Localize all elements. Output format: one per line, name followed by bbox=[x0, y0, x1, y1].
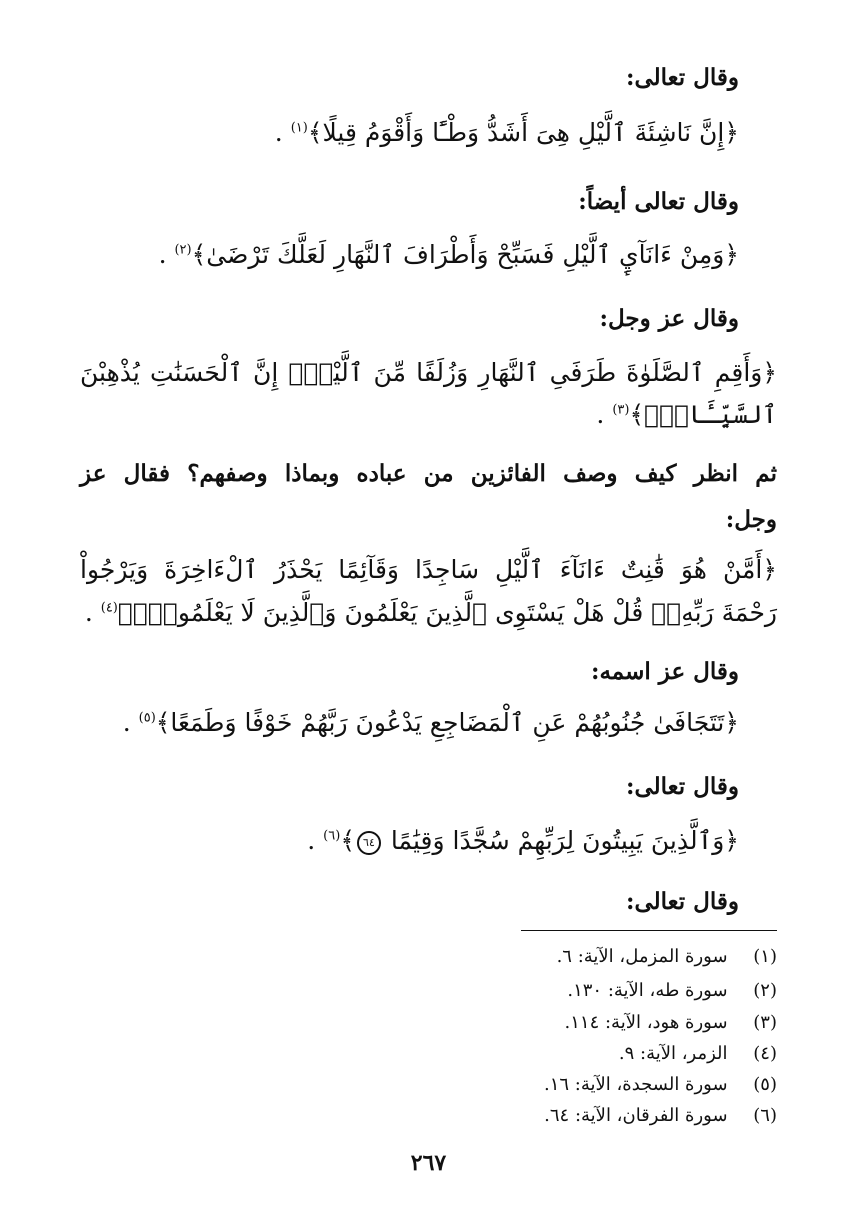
intro-line: وقال تعالى: bbox=[625, 773, 739, 800]
period: . bbox=[307, 826, 316, 855]
period: . bbox=[274, 118, 283, 147]
footnote-number: (٦) bbox=[753, 1105, 777, 1126]
period: . bbox=[122, 708, 131, 737]
footnote-number: (١) bbox=[753, 946, 777, 967]
quran-verse-line: ﴿أَمَّنْ هُوَ قَٰنِتٌ ءَانَآءَ ٱلَّيْلِ سَاجِدًا وَقَآئِمًا يَحْذَرُ ٱلْءَاخِرَةَ وَيَرْجُواْ bbox=[80, 555, 777, 584]
verse-text: ﴿وَمِنْ ءَانَآيِٕ ٱلَّيْلِ فَسَبِّحْ وَأَطْرَافَ ٱلنَّهَارِ لَعَلَّكَ تَرْضَىٰ﴾ bbox=[191, 240, 739, 269]
footnote-text: سورة هود، الآية: ١١٤. bbox=[564, 1012, 728, 1033]
footnote-ref: (١) bbox=[290, 120, 308, 136]
period: . bbox=[158, 240, 167, 269]
footnote bbox=[567, 980, 777, 1001]
page-number: ٢٦٧ bbox=[410, 1150, 447, 1176]
paragraph-line: ثم انظر كيف وصف الفائزين من عباده وبماذا وصفهم؟ فقال عز bbox=[80, 460, 777, 487]
footnote-text: سورة السجدة، الآية: ١٦. bbox=[543, 1074, 728, 1095]
intro-line: وقال عز اسمه: bbox=[590, 658, 739, 685]
quran-verse bbox=[159, 240, 739, 269]
footnote-text: سورة الفرقان، الآية: ٦٤. bbox=[544, 1105, 728, 1126]
verse-text: ٱلسَّيِّـَٔاتِۚ﴾ bbox=[629, 400, 777, 429]
quran-verse bbox=[307, 826, 739, 855]
verse-text: ﴿تَتَجَافَىٰ جُنُوبُهُمْ عَنِ ٱلْمَضَاجِعِ يَدْعُونَ رَبَّهُمْ خَوْفًا وَطَمَعًا﴾ bbox=[155, 708, 739, 737]
ayah-number-mark: ٦٤ bbox=[357, 831, 381, 855]
quran-verse bbox=[123, 708, 739, 737]
verse-text: ﴿إِنَّ نَاشِئَةَ ٱلَّيْلِ هِىَ أَشَدُّ وَطْـًٔا وَأَقْوَمُ قِيلًا﴾ bbox=[307, 118, 739, 147]
quran-verse bbox=[275, 118, 739, 147]
footnote bbox=[557, 946, 777, 967]
intro-line: وقال عز وجل: bbox=[599, 305, 739, 332]
intro-line: وقال تعالى أيضاً: bbox=[578, 188, 739, 215]
period: . bbox=[84, 598, 93, 627]
footnote bbox=[544, 1105, 777, 1126]
paragraph-line: وجل: bbox=[725, 506, 777, 533]
footnote-divider bbox=[521, 930, 777, 931]
footnote-ref: (٦) bbox=[323, 828, 341, 844]
footnote-text: سورة المزمل، الآية: ٦. bbox=[556, 946, 728, 967]
quran-verse-line bbox=[80, 400, 777, 429]
footnote-number: (٢) bbox=[753, 980, 777, 1001]
intro-line: وقال تعالى: bbox=[625, 888, 739, 915]
verse-text: ﴿وَٱلَّذِينَ يَبِيتُونَ لِرَبِّهِمْ سُجَّدًا وَقِيَٰمًا bbox=[390, 826, 739, 855]
quran-verse-line: ﴿وَأَقِمِ ٱلصَّلَوٰةَ طَرَفَىِ ٱلنَّهَارِ وَزُلَفًا مِّنَ ٱلَّيْلِۚ إِنَّ ٱلْحَسَنَٰتِ يُذْهِبْنَ bbox=[80, 358, 777, 387]
verse-text: رَحْمَةَ رَبِّهِۦۗ قُلْ هَلْ يَسْتَوِى ٱلَّذِينَ يَعْلَمُونَ وَٱلَّذِينَ لَا يَعْلَمُونَۗ﴾ bbox=[117, 598, 777, 627]
footnote bbox=[619, 1043, 777, 1064]
footnote-ref: (٥) bbox=[138, 710, 156, 726]
footnote bbox=[565, 1012, 777, 1033]
footnote-number: (٥) bbox=[753, 1074, 777, 1095]
footnote-number: (٤) bbox=[753, 1043, 777, 1064]
footnote-ref: (٣) bbox=[612, 402, 630, 418]
footnote-ref: (٤) bbox=[100, 600, 118, 616]
period: . bbox=[596, 400, 605, 429]
quran-verse-line bbox=[80, 598, 777, 627]
footnote-text: الزمر، الآية: ٩. bbox=[618, 1043, 728, 1064]
footnote-text: سورة طه، الآية: ١٣٠. bbox=[567, 980, 728, 1001]
intro-line: وقال تعالى: bbox=[625, 64, 739, 91]
footnote-number: (٣) bbox=[753, 1012, 777, 1033]
footnote bbox=[544, 1074, 777, 1095]
footnote-ref: (٢) bbox=[174, 242, 192, 258]
verse-end: ﴾ bbox=[340, 826, 355, 855]
